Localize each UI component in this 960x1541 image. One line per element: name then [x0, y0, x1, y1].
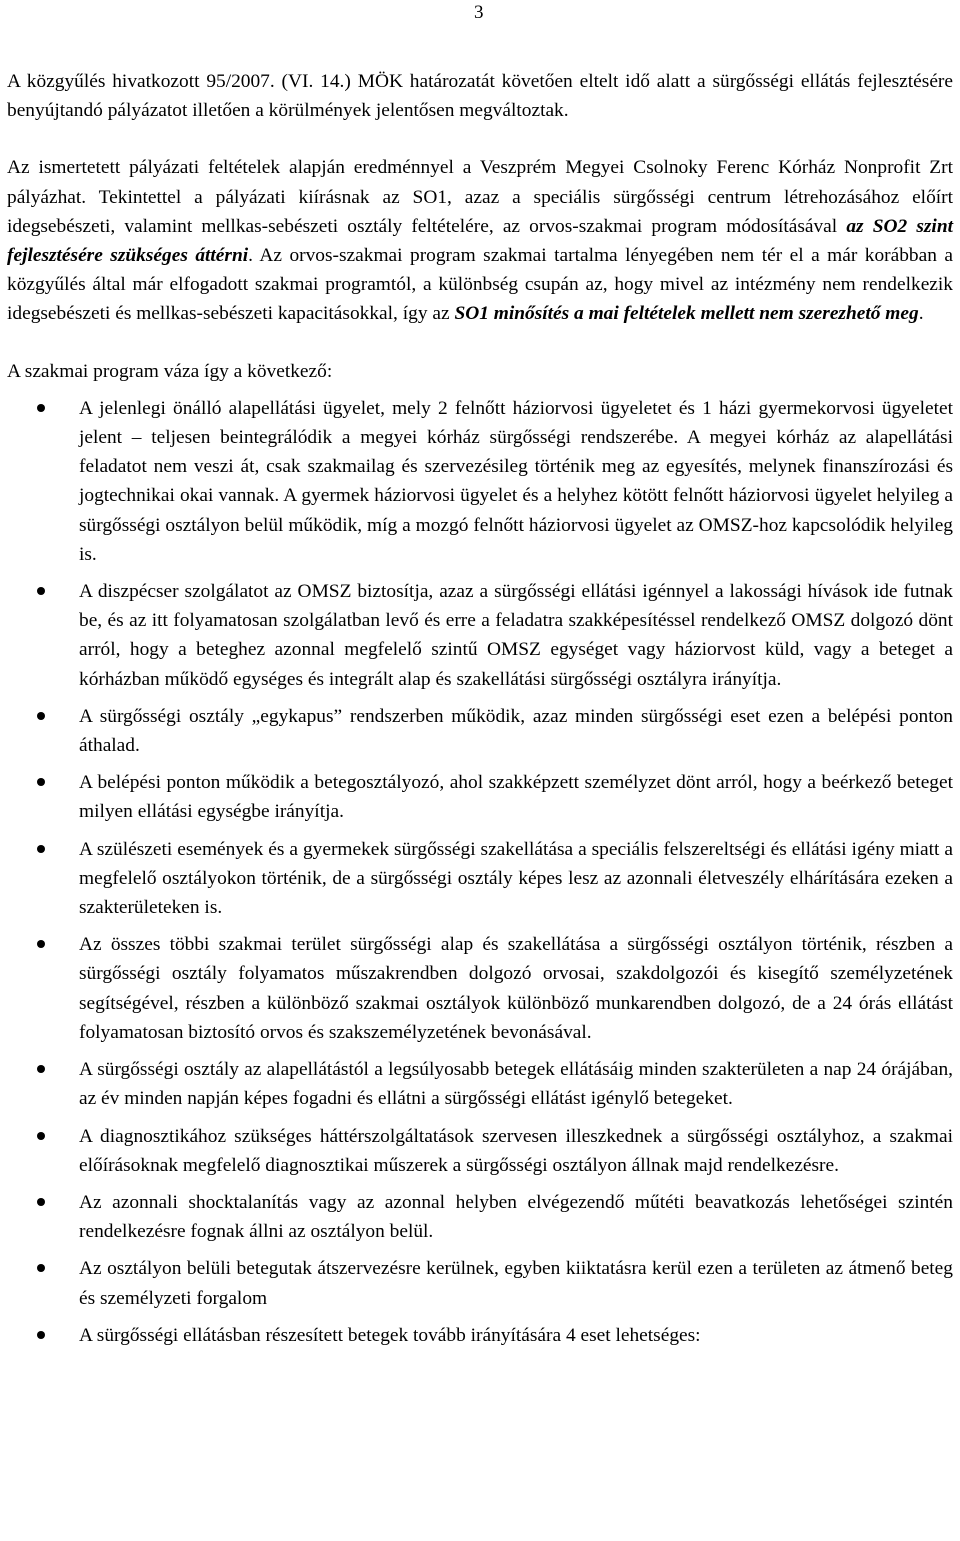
document-body — [7, 67, 953, 1358]
list-item — [7, 930, 953, 1047]
list-item — [7, 835, 953, 923]
list-item-text: Az azonnali shocktalanítás vagy az azonnal helyben elvégezendő műtéti beavatkozás lehetőségei szintén rendelkezésre fognak állni az osztályon belül. — [79, 1191, 953, 1243]
list-item-text: Az összes többi szakmai terület sürgősségi alap és szakellátása a sürgősségi osztályon történik, részben a sürgősségi osztály folyamatos műszakrendben dolgozó orvosai, szakdolgozói és kisegítő személyzetének segítségével, részben a különböző szakmai osztályok különböző munkarendben dolgozó, de a 24 órás ellátást folyamatosan biztosító orvos és szakszemélyzetének bevonásával. — [79, 934, 953, 1043]
list-item-text: A jelenlegi önálló alapellátási ügyelet, mely 2 felnőtt háziorvosi ügyeletet és 1 házi gyermekorvosi ügyeletet jelent – teljesen beintegrálódik a megyei kórház sürgősségi rendszerébe. A megyei kórház az alapellátási feladatot nem veszi át, csak szakmailag és szervezésileg történik meg az egyesítés, melynek finanszírozási és jogtechnikai okai vannak. A gyermek háziorvosi ügyelet és a helyhez kötött felnőtt háziorvosi ügyelet helyileg a sürgősségi osztályon belül működik, míg a mozgó felnőtt háziorvosi ügyelet az OMSZ-hoz kapcsolódik helyileg is. — [79, 397, 953, 565]
list-item — [7, 1122, 953, 1180]
list-item — [7, 1055, 953, 1113]
paragraph-tender-conditions — [7, 153, 953, 328]
bullet-icon — [37, 1198, 45, 1206]
list-item — [7, 1254, 953, 1312]
list-item-text: A diszpécser szolgálatot az OMSZ biztosítja, azaz a sürgősségi ellátási igénnyel a lakossági hívások ide futnak be, és az itt folyamatosan szolgálatban levő és erre a feladatra szakképesítéssel rendelkező OMSZ dolgozó dönt arról, hogy a beteghez azonnal megfelelő szintű OMSZ egységet vagy háziorvost küld, vagy a beteget a kórházban működő egységes és integrált alap és szakellátási sürgősségi osztályra irányítja. — [79, 581, 953, 690]
paragraph-intro-decision: A közgyűlés hivatkozott 95/2007. (VI. 14.) MÖK határozatát követően eltelt idő alatt a sürgősségi ellátás fejlesztésére benyújtandó pályázatot illetően a körülmények jelentősen megváltoztak. — [7, 71, 953, 122]
bullet-icon — [37, 778, 45, 786]
program-outline-heading: A szakmai program váza így a következő: — [7, 360, 333, 382]
paragraph-text: Az ismertetett pályázati feltételek alapján eredménnyel a Veszprém Megyei Csolnoky Ferenc Kórház Nonprofit Zrt pályázhat. Tekintettel a pályázati kiírásnak az SO1, azaz a speciális sürgősségi centrum létrehozásához előírt idegsebészeti, valamint mellkas-sebészeti osztály feltételére, az orvos-szakmai program módosításával — [7, 157, 953, 237]
list-item-text: A belépési ponton működik a betegosztályozó, ahol szakképzett személyzet dönt arról, hogy a beérkező beteget milyen ellátási egységbe irányítja. — [79, 772, 953, 823]
paragraph-text: . Az orvos-szakmai program szakmai tartalma lényegében nem tér el a már korábban a közgyűlés által már elfogadott szakmai programtól, a különbség csupán az, hogy mivel az intézmény nem rendelkezik idegsebészeti és mellkas-sebészeti kapacitásokkal, így az — [7, 245, 953, 325]
page-number: 3 — [474, 2, 484, 23]
list-item — [7, 768, 953, 826]
bullet-icon — [37, 1264, 45, 1272]
bullet-icon — [37, 1065, 45, 1073]
bullet-icon — [37, 845, 45, 853]
list-item — [7, 577, 953, 694]
list-item — [7, 702, 953, 760]
bullet-icon — [37, 940, 45, 948]
list-item-text: A sürgősségi osztály az alapellátástól a legsúlyosabb betegek ellátásáig minden szakterületen a nap 24 órájában, az év minden napján képes fogadni és ellátni a sürgősségi ellátást igénylő betegeket. — [79, 1059, 953, 1110]
bullet-icon — [37, 712, 45, 720]
list-item — [7, 1188, 953, 1246]
list-item-text: A diagnosztikához szükséges háttérszolgáltatások szervesen illeszkednek a sürgősségi osztályhoz, a szakmai előírásoknak megfelelő diagnosztikai műszerek a sürgősségi osztályon állnak majd rendelkezésre. — [79, 1125, 953, 1176]
list-item-text: Az osztályon belüli betegutak átszervezésre kerülnek, egyben kiiktatásra kerül ezen a területen az átmenő beteg és személyzeti forgalom — [79, 1258, 953, 1309]
program-outline-list — [7, 394, 953, 1350]
emphasis-so2: az SO2 szint fejlesztésére szükséges áttérni — [7, 215, 953, 267]
list-item — [7, 394, 953, 569]
bullet-icon — [37, 404, 45, 412]
list-item-text: A sürgősségi ellátásban részesített betegek tovább irányítására 4 eset lehetséges: — [79, 1324, 701, 1346]
list-item-text: A sürgősségi osztály „egykapus” rendszerben működik, azaz minden sürgősségi eset ezen a belépési ponton áthalad. — [79, 705, 953, 757]
bullet-icon — [37, 587, 45, 595]
list-item-text: A szülészeti események és a gyermekek sürgősségi szakellátása a speciális felszereltségi és ellátási igény miatt a megfelelő osztályokon történik, de a sürgősségi osztály képes lesz az azonnali életveszély elhárítására ezeken a szakterületeken is. — [79, 838, 953, 919]
emphasis-so1: SO1 minősítés a mai feltételek mellett nem szerezhető meg — [454, 303, 919, 325]
bullet-icon — [37, 1331, 45, 1339]
paragraph-text: . — [918, 303, 924, 325]
list-item — [7, 1321, 953, 1350]
bullet-icon — [37, 1132, 45, 1140]
